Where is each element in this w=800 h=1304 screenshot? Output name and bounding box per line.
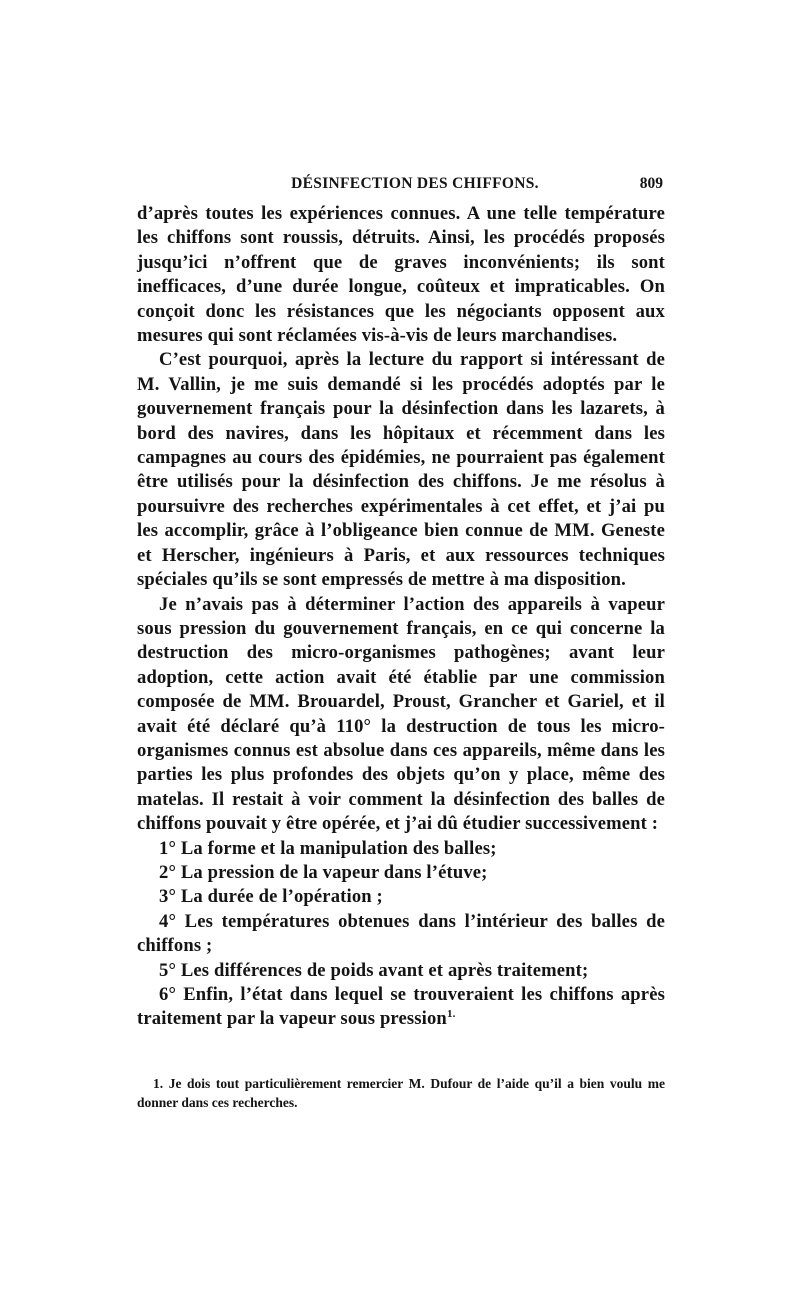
footnote: [137, 1074, 665, 1112]
running-title: DÉSINFECTION DES CHIFFONS.: [291, 175, 539, 192]
list-item-text: 6° Enfin, l’état dans lequel se trouveraient les chiffons après traitement par la vapeur sous pression: [137, 984, 665, 1030]
footnote-number: 1.: [153, 1076, 164, 1091]
paragraph: C’est pourquoi, après la lecture du rapport si intéressant de M. Vallin, je me suis demandé si les procédés adoptés par le gouvernement français pour la désinfection dans les lazarets, à bord des navires, dans les hôpitaux et récemment dans les campagnes au cours des épidémies, ne pourraient pas également être utilisés pour la désinfection des chiffons. Je me résolus à poursuivre des recherches expérimentales à cet effet, et j’ai pu les accomplir, grâce à l’obligeance bien connue de MM. Geneste et Herscher, ingénieurs à Paris, et aux ressources techniques spéciales qu’ils se sont empressés de mettre à ma disposition.: [137, 349, 665, 591]
list-item: 2° La pression de la vapeur dans l’étuve;: [159, 861, 488, 883]
list-item: 1° La forme et la manipulation des balles;: [159, 837, 497, 859]
list-item: 4° Les températures obtenues dans l’intérieur des balles de chiffons ;: [137, 910, 665, 957]
footnote-reference[interactable]: 1.: [446, 1008, 456, 1021]
paragraph: Je n’avais pas à déterminer l’action des appareils à vapeur sous pression du gouvernement français, en ce qui concerne la destruction des micro-organismes pathogènes; avant leur adoption, cette action avait été établie par une commission composée de MM. Brouardel, Proust, Grancher et Gariel, et il avait été déclaré qu’à 110° la destruction de tous les micro-organismes connus est absolue dans ces appareils, même dans les parties les plus profondes des objets qu’on y place, même des matelas. Il restait à voir comment la désinfection des balles de chiffons pouvait y être opérée, et j’ai dû étudier successivement :: [137, 593, 665, 835]
body-text: [137, 202, 665, 1032]
page-number: 809: [639, 175, 663, 192]
footnote-text: Je dois tout particulièrement remercier M. Dufour de l’aide qu’il a bien voulu me donner dans ces recherches.: [137, 1076, 665, 1110]
list-item: 3° La durée de l’opération ;: [159, 886, 383, 908]
paragraph: d’après toutes les expériences connues. A une telle température les chiffons sont roussis, détruits. Ainsi, les procédés proposés jusqu’ici n’offrent que de graves inconvénients; ils sont inefficaces, d’une durée longue, coûteux et impraticables. On conçoit donc les résistances que les négociants opposent aux mesures qui sont réclamées vis-à-vis de leurs marchandises.: [137, 203, 665, 347]
list-item: 5° Les différences de poids avant et après traitement;: [159, 959, 589, 981]
list-item-last: [137, 983, 665, 1032]
running-header: [137, 173, 665, 197]
